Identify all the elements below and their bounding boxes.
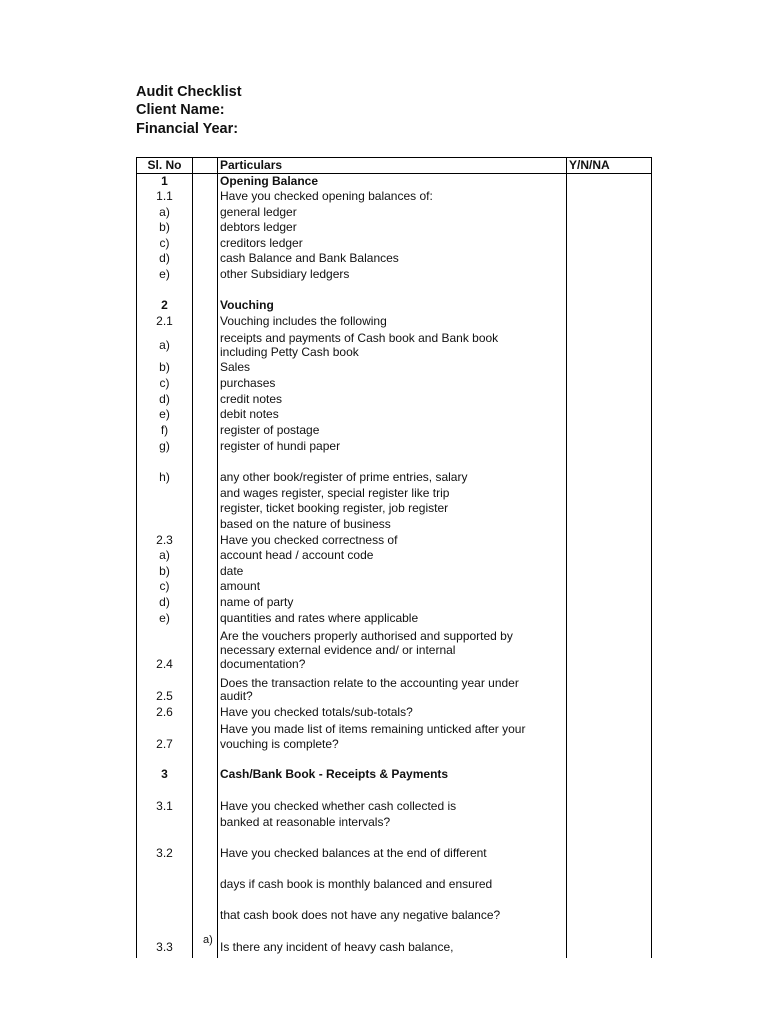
row-text: debtors ledger — [220, 220, 297, 234]
row-text: Sales — [220, 360, 251, 374]
section-heading: Vouching — [220, 298, 274, 312]
row-text: documentation? — [220, 657, 306, 671]
row-text: purchases — [220, 376, 276, 390]
row-text: other Subsidiary ledgers — [220, 267, 350, 281]
row-number: 2.3 — [156, 533, 173, 547]
row-text: necessary external evidence and/ or internal — [220, 643, 456, 657]
row-number: a) — [159, 338, 170, 352]
row-text: Have you checked opening balances of: — [220, 189, 433, 203]
row-number: 3.3 — [156, 940, 173, 954]
row-text: credit notes — [220, 392, 283, 406]
row-text: based on the nature of business — [220, 517, 391, 531]
row-text: Are the vouchers properly authorised and supported by — [220, 629, 513, 643]
row-number: 2 — [161, 298, 168, 312]
row-text: account head / account code — [220, 548, 374, 562]
row-text: general ledger — [220, 205, 297, 219]
row-text: debit notes — [220, 407, 279, 421]
row-text: name of party — [220, 595, 294, 609]
row-number: e) — [159, 267, 170, 281]
section-heading: Cash/Bank Book - Receipts & Payments — [220, 767, 449, 781]
row-text: Have you checked balances at the end of different — [220, 846, 487, 860]
row-number: 2.6 — [156, 705, 173, 719]
row-text: audit? — [220, 689, 253, 703]
row-number: 3 — [161, 767, 168, 781]
row-text: Is there any incident of heavy cash balance, — [220, 940, 454, 954]
row-text: creditors ledger — [220, 236, 303, 250]
column-header-particulars: Particulars — [220, 158, 283, 172]
row-text: quantities and rates where applicable — [220, 611, 419, 625]
row-text: banked at reasonable intervals? — [220, 815, 391, 829]
client-name-label: Client Name: — [136, 102, 225, 118]
row-number: e) — [159, 611, 170, 625]
row-text: vouching is complete? — [220, 737, 339, 751]
checklist-title: Audit Checklist — [136, 84, 242, 100]
row-number: b) — [159, 220, 170, 234]
row-number: g) — [159, 439, 170, 453]
row-number: h) — [159, 470, 170, 484]
row-text: that cash book does not have any negative balance? — [220, 908, 501, 922]
row-text: Have you checked totals/sub-totals? — [220, 705, 413, 719]
row-text: Have you checked whether cash collected is — [220, 799, 457, 813]
row-text: register, ticket booking register, job register — [220, 501, 449, 515]
financial-year-label: Financial Year: — [136, 121, 239, 137]
row-text: days if cash book is monthly balanced and ensured — [220, 877, 493, 891]
row-text: register of hundi paper — [220, 439, 341, 453]
column-divider — [192, 158, 193, 958]
row-number: 2.1 — [156, 314, 173, 328]
row-number: 1.1 — [156, 189, 173, 203]
row-number: 2.5 — [156, 689, 173, 703]
row-text: register of postage — [220, 423, 320, 437]
row-text: Vouching includes the following — [220, 314, 387, 328]
row-number: d) — [159, 595, 170, 609]
row-number: f) — [160, 423, 169, 437]
row-text: and wages register, special register like trip — [220, 486, 450, 500]
row-text: Have you checked correctness of — [220, 533, 398, 547]
row-number: 3.1 — [156, 799, 173, 813]
row-number: c) — [159, 376, 170, 390]
row-number: 3.2 — [156, 846, 173, 860]
row-text: any other book/register of prime entries, salary — [220, 470, 468, 484]
row-text: Have you made list of items remaining unticked after your — [220, 722, 526, 736]
row-number: d) — [159, 392, 170, 406]
row-number: e) — [159, 407, 170, 421]
row-number: b) — [159, 360, 170, 374]
row-text: Does the transaction relate to the accounting year under — [220, 676, 519, 690]
row-text: amount — [220, 579, 261, 593]
row-text: including Petty Cash book — [220, 345, 359, 359]
row-text: cash Balance and Bank Balances — [220, 251, 399, 265]
row-number: 1 — [161, 174, 168, 188]
column-header-sl-no: Sl. No — [147, 158, 182, 172]
row-text: receipts and payments of Cash book and Bank book — [220, 331, 499, 345]
row-sub-number: a) — [203, 934, 213, 946]
column-divider — [217, 158, 218, 958]
row-number: d) — [159, 251, 170, 265]
column-divider — [566, 158, 567, 958]
checklist-table — [136, 157, 652, 958]
row-number: b) — [159, 564, 170, 578]
column-header-yn-na: Y/N/NA — [569, 158, 610, 172]
row-number: 2.7 — [156, 737, 173, 751]
row-text: date — [220, 564, 244, 578]
section-heading: Opening Balance — [220, 174, 319, 188]
row-number: a) — [159, 548, 170, 562]
row-number: c) — [159, 236, 170, 250]
row-number: a) — [159, 205, 170, 219]
row-number: c) — [159, 579, 170, 593]
row-number: 2.4 — [156, 657, 173, 671]
